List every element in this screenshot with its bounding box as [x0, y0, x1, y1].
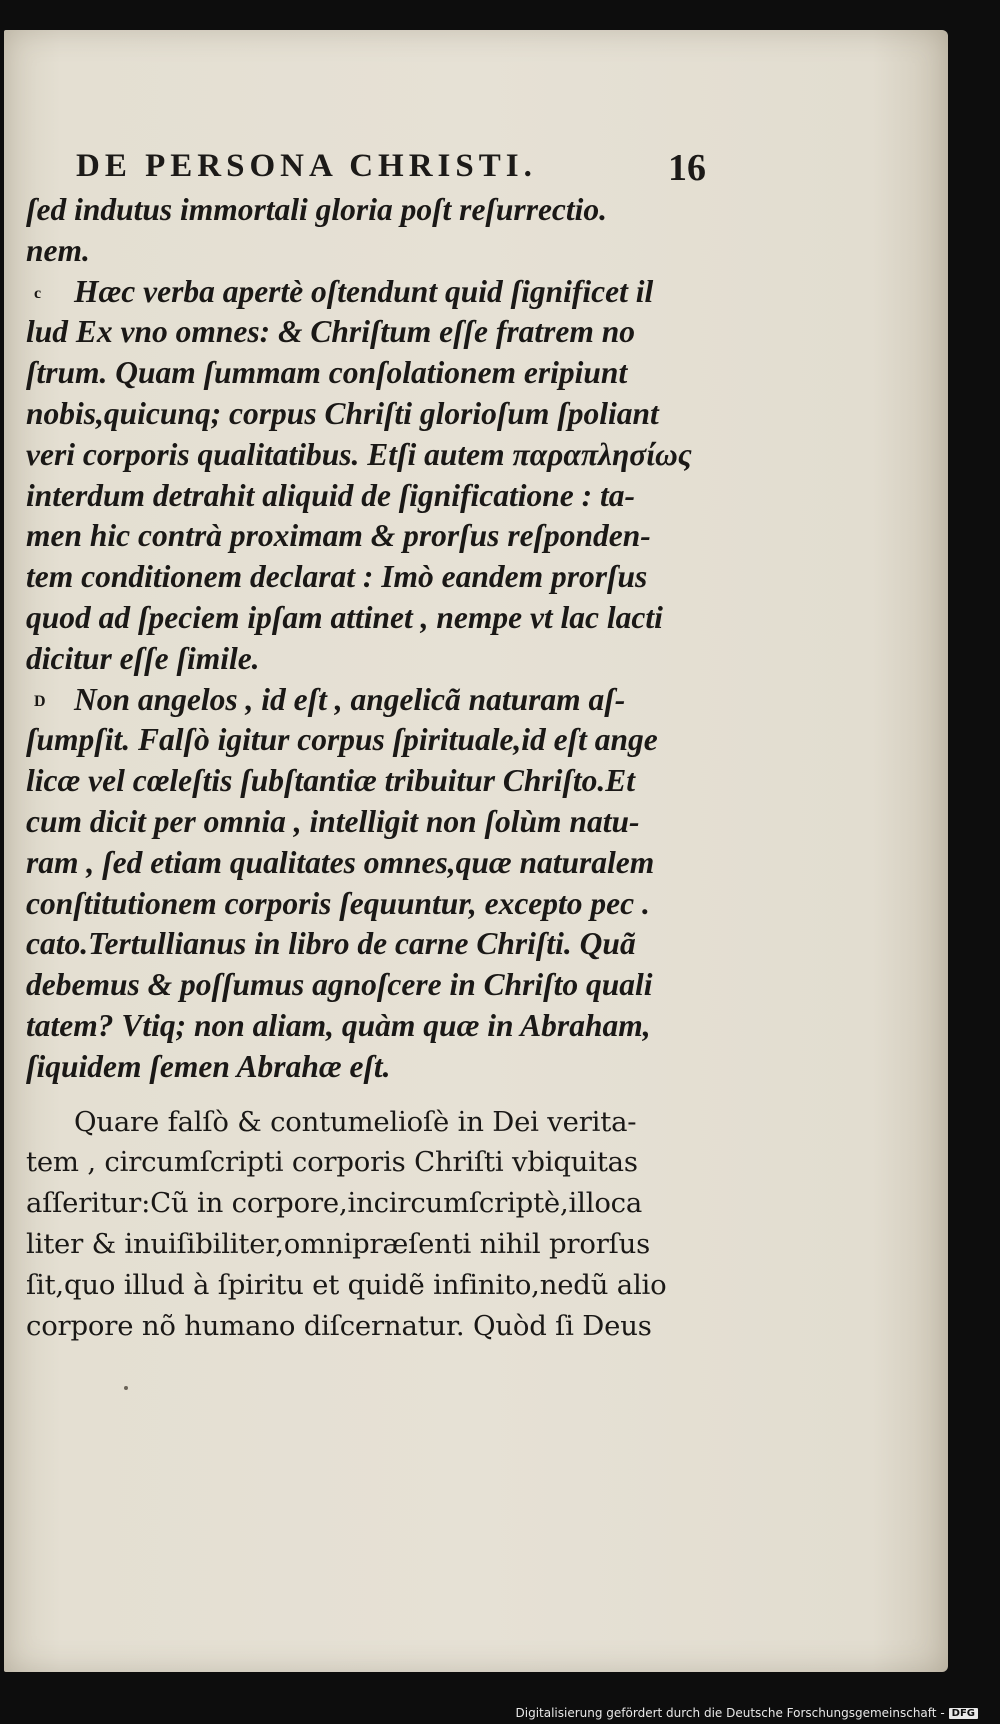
page-number: 16	[668, 147, 706, 189]
text-line: ſumpſit. Falſò igitur corpus ſpirituale,id eſt ange	[26, 722, 658, 758]
text-line: cum dicit per omnia , intelligit non ſolùm natu-	[26, 803, 640, 839]
running-head	[76, 148, 706, 192]
body-text	[26, 190, 706, 1346]
text-line: ſiquidem ſemen Abrahæ eſt.	[26, 1048, 391, 1084]
text-line: dicitur eſſe ſimile.	[26, 640, 260, 676]
text-line: veri corporis qualitatibus. Etſi autem παραπλησίως	[26, 436, 692, 472]
text-line: conſtitutionem corporis ſequuntur, excepto pec .	[26, 885, 650, 921]
book-page	[4, 30, 948, 1672]
text-line: Hæc verba apertè oſtendunt quid ſignificet il	[74, 273, 654, 309]
dfg-logo-icon: DFG	[949, 1708, 978, 1719]
text-line: tem , circumſcripti corporis Chriſti vbiquitas	[26, 1146, 638, 1179]
digitization-credit	[516, 1706, 979, 1720]
text-line: nobis,quicunq; corpus Chriſti glorioſum ſpoliant	[26, 395, 659, 431]
paper-speck	[124, 1386, 128, 1390]
text-line: aſſeritur:Cũ in corpore,incircumſcriptè,illoca	[26, 1187, 643, 1220]
text-line: ſed indutus immortali gloria poſt reſurrectio.	[26, 192, 608, 227]
text-line: licæ vel cœleſtis ſubſtantiæ tribuitur Chriſto.Et	[26, 763, 636, 799]
text-line: liter & inuiſibiliter,omnipræſenti nihil prorſus	[26, 1227, 651, 1260]
text-line: ſit,quo illud à ſpiritu et quidẽ infinito,nedũ alio	[26, 1268, 667, 1301]
text-line: Non angelos , id eſt , angelicã naturam aſ-	[74, 681, 626, 717]
text-line: ram , ſed etiam qualitates omnes,quæ naturalem	[26, 844, 655, 880]
note-marker-c: c	[34, 284, 42, 302]
text-line: ſtrum. Quam ſummam conſolationem eripiunt	[26, 355, 628, 391]
text-line: tatem? Vtiq; non aliam, quàm quæ in Abraham,	[26, 1007, 651, 1043]
text-line: nem.	[26, 232, 90, 268]
running-title: DE PERSONA CHRISTI.	[76, 148, 537, 184]
text-line: cato.Tertullianus in libro de carne Chriſti. Quã	[26, 926, 636, 962]
text-line: quod ad ſpeciem ipſam attinet , nempe vt lac lacti	[26, 599, 663, 635]
paragraph-intro	[26, 190, 706, 272]
credit-text: Digitalisierung gefördert durch die Deutsche Forschungsgemeinschaft -	[515, 1706, 945, 1720]
note-c	[26, 272, 706, 680]
note-marker-d: D	[34, 692, 46, 710]
paragraph-conclusion	[26, 1102, 706, 1347]
text-line: corpore nõ humano diſcernatur. Quòd ſi Deus	[26, 1309, 652, 1342]
text-line: tem conditionem declarat : Imò eandem prorſus	[26, 559, 648, 595]
text-line: interdum detrahit aliquid de ſignificatione : ta-	[26, 477, 636, 513]
text-line: men hic contrà proximam & prorſus reſponden-	[26, 518, 651, 554]
text-line: debemus & poſſumus agnoſcere in Chriſto quali	[26, 967, 653, 1003]
text-line: lud Ex vno omnes: & Chriſtum eſſe fratrem no	[26, 314, 636, 350]
note-d	[26, 680, 706, 1088]
text-line: Quare falſò & contumelioſè in Dei verita-	[74, 1105, 637, 1138]
